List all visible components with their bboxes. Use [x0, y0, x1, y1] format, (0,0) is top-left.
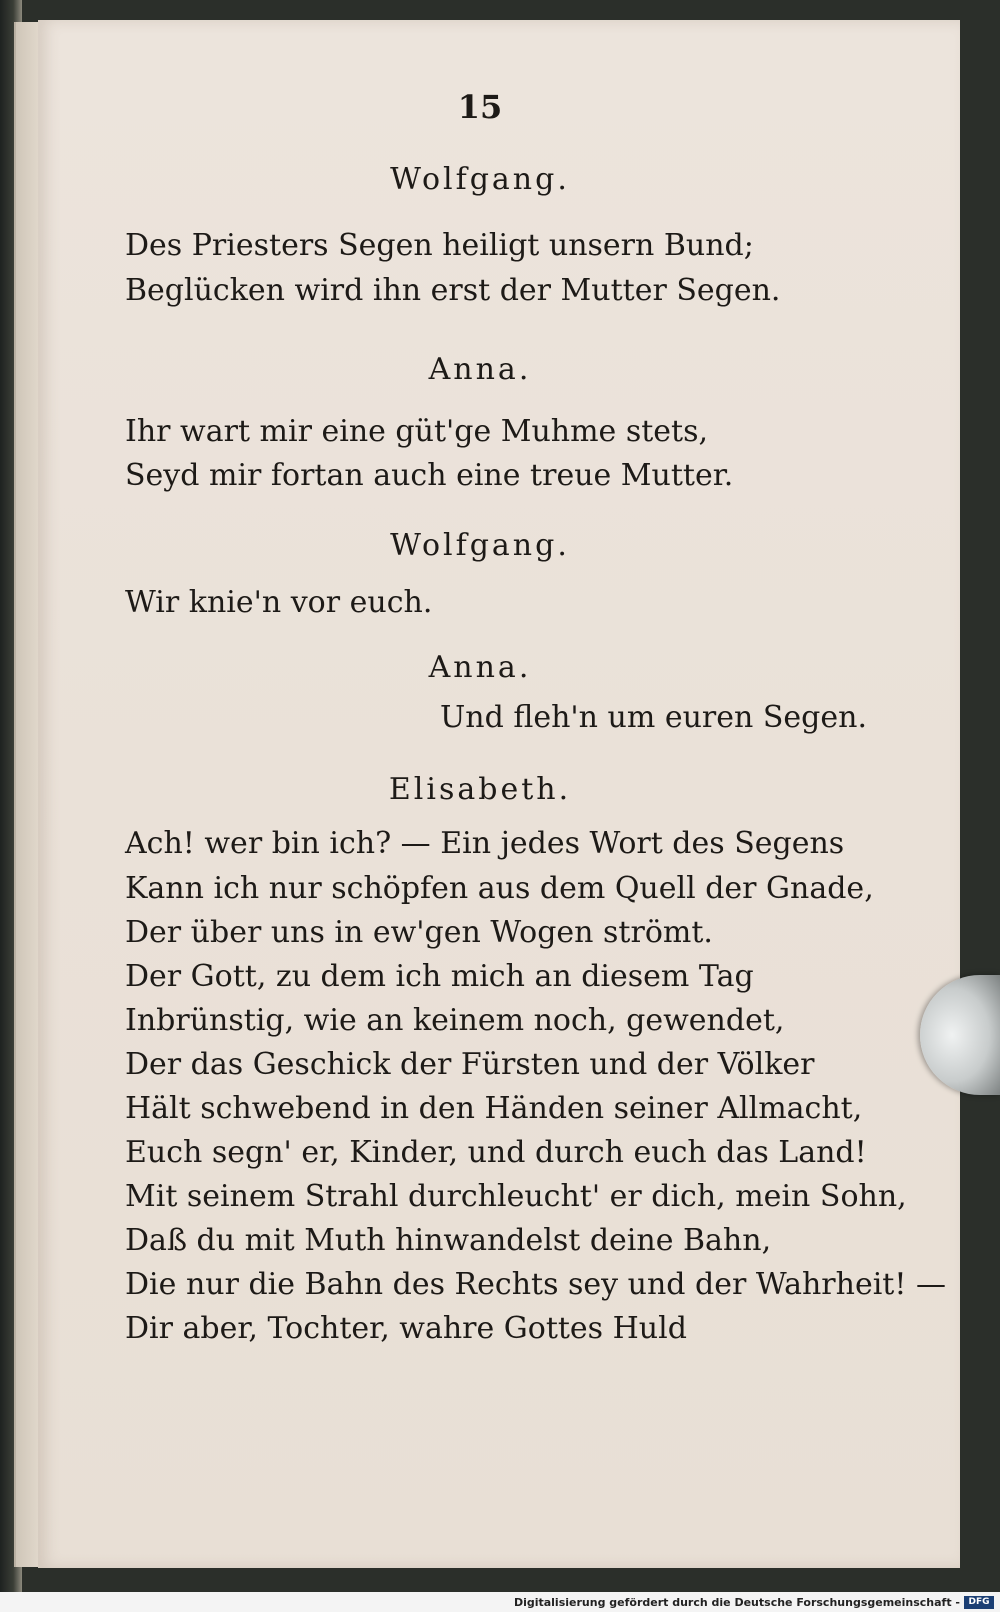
verse-line: Der Gott, zu dem ich mich an diesem Tag — [125, 959, 754, 994]
verse-line: Dir aber, Tochter, wahre Gottes Huld — [125, 1311, 687, 1346]
digitization-credit: Digitalisierung gefördert durch die Deutsche Forschungsgemeinschaft - — [513, 1596, 960, 1609]
speaker-heading: Wolfgang. — [390, 528, 570, 563]
speaker-heading: Anna. — [428, 352, 532, 387]
verse-line: Ach! wer bin ich? — Ein jedes Wort des Segens — [125, 826, 845, 861]
verse-line: Daß du mit Muth hinwandelst deine Bahn, — [125, 1223, 772, 1258]
speaker-heading: Elisabeth. — [388, 772, 572, 807]
speaker-heading: Wolfgang. — [390, 162, 570, 197]
dfg-logo: DFG — [964, 1596, 994, 1609]
verse-line: Und fleh'n um euren Segen. — [440, 700, 867, 735]
verse-line: Kann ich nur schöpfen aus dem Quell der Gnade, — [125, 871, 874, 906]
verse-line: Beglücken wird ihn erst der Mutter Segen. — [125, 273, 781, 308]
verse-line: Wir knie'n vor euch. — [125, 585, 433, 620]
verse-line: Hält schwebend in den Händen seiner Allmacht, — [125, 1091, 863, 1126]
verse-line: Die nur die Bahn des Rechts sey und der Wahrheit! — — [125, 1267, 946, 1302]
verse-line: Der über uns in ew'gen Wogen strömt. — [125, 915, 713, 950]
verse-line: Euch segn' er, Kinder, und durch euch das Land! — [125, 1135, 867, 1170]
page-number: 15 — [457, 88, 503, 126]
verse-line: Der das Geschick der Fürsten und der Völker — [125, 1047, 815, 1082]
verse-line: Inbrünstig, wie an keinem noch, gewendet, — [125, 1003, 785, 1038]
verse-line: Des Priesters Segen heiligt unsern Bund; — [125, 228, 754, 263]
verse-line: Mit seinem Strahl durchleucht' er dich, mein Sohn, — [125, 1179, 907, 1214]
speaker-heading: Anna. — [428, 650, 532, 685]
verse-line: Seyd mir fortan auch eine treue Mutter. — [125, 458, 734, 493]
verse-line: Ihr wart mir eine güt'ge Muhme stets, — [125, 414, 709, 449]
